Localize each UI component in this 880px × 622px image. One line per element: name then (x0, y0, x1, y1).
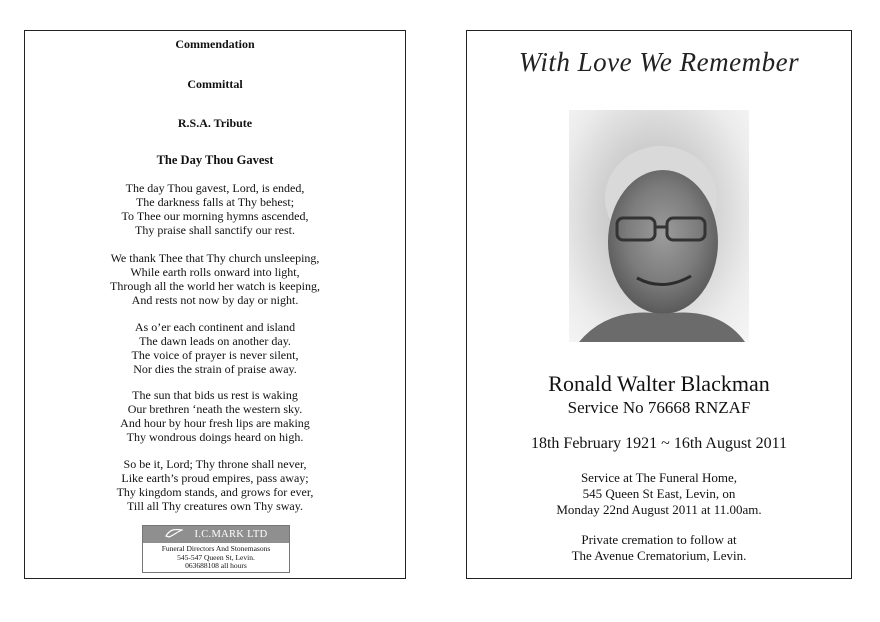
poem-line: And rests not now by day or night. (131, 293, 299, 307)
service-details (467, 470, 851, 518)
service-line: Monday 22nd August 2011 at 11.00am. (556, 502, 762, 517)
poem-stanza-5 (25, 457, 405, 513)
funeral-director-line: 545-547 Queen St, Levin. (177, 552, 255, 562)
service-number: Service No 76668 RNZAF (567, 398, 751, 417)
cover-title: With Love We Remember (518, 47, 800, 77)
poem-line: Till all Thy creatures own Thy sway. (127, 499, 303, 513)
poem-stanza-4 (25, 388, 405, 444)
poem-line: Through all the world her watch is keeping, (110, 279, 320, 293)
poem-stanza-3 (25, 320, 405, 376)
poem-line: To Thee our morning hymns ascended, (121, 209, 309, 223)
poem-stanza-2 (25, 251, 405, 307)
poem-line: The dawn leads on another day. (139, 334, 291, 348)
poem-line: Our brethren ‘neath the western sky. (127, 402, 303, 416)
service-line: 545 Queen St East, Levin, on (582, 486, 736, 501)
poem-line: Like earth’s proud empires, pass away; (121, 471, 309, 485)
poem-line: The voice of prayer is never silent, (131, 348, 299, 362)
funeral-director-advert (142, 525, 290, 573)
poem-line: Thy wondrous doings heard on high. (126, 430, 304, 444)
poem-line: The sun that bids us rest is waking (132, 388, 298, 402)
poem-title: The Day Thou Gavest (156, 153, 274, 167)
heading-rsa-tribute: R.S.A. Tribute (177, 116, 253, 130)
order-of-service-cover-page (466, 30, 852, 579)
poem-line: Nor dies the strain of praise away. (133, 362, 297, 376)
poem-line: We thank Thee that Thy church unsleeping, (110, 251, 320, 265)
cremation-details (467, 532, 851, 564)
deceased-name: Ronald Walter Blackman (548, 371, 770, 396)
cremation-line: Private cremation to follow at (581, 532, 737, 547)
poem-stanza-1 (25, 181, 405, 237)
funeral-director-banner (143, 526, 289, 543)
heading-commendation: Commendation (175, 37, 255, 51)
heading-committal: Committal (187, 77, 243, 91)
portrait-photo (569, 110, 749, 342)
poem-line: The darkness falls at Thy behest; (135, 195, 295, 209)
poem-line: And hour by hour fresh lips are making (120, 416, 310, 430)
poem-line: So be it, Lord; Thy throne shall never, (123, 457, 307, 471)
service-line: Service at The Funeral Home, (580, 470, 738, 485)
funeral-director-line: Funeral Directors And Stonemasons (161, 544, 271, 553)
poem-line: The day Thou gavest, Lord, is ended, (125, 181, 305, 195)
poem-line: Thy praise shall sanctify our rest. (135, 223, 295, 237)
funeral-director-name: I.C.MARK LTD (194, 529, 268, 540)
cremation-line: The Avenue Crematorium, Levin. (571, 548, 747, 563)
poem-line: As o’er each continent and island (134, 320, 296, 334)
dove-logo-icon (165, 527, 183, 542)
funeral-director-line: 063688108 all hours (185, 561, 247, 570)
order-of-service-left-page (24, 30, 406, 579)
poem-line: Thy kingdom stands, and grows for ever, (116, 485, 314, 499)
poem-line: While earth rolls onward into light, (130, 265, 300, 279)
funeral-director-details (143, 543, 289, 571)
life-dates: 18th February 1921 ~ 16th August 2011 (530, 435, 788, 452)
